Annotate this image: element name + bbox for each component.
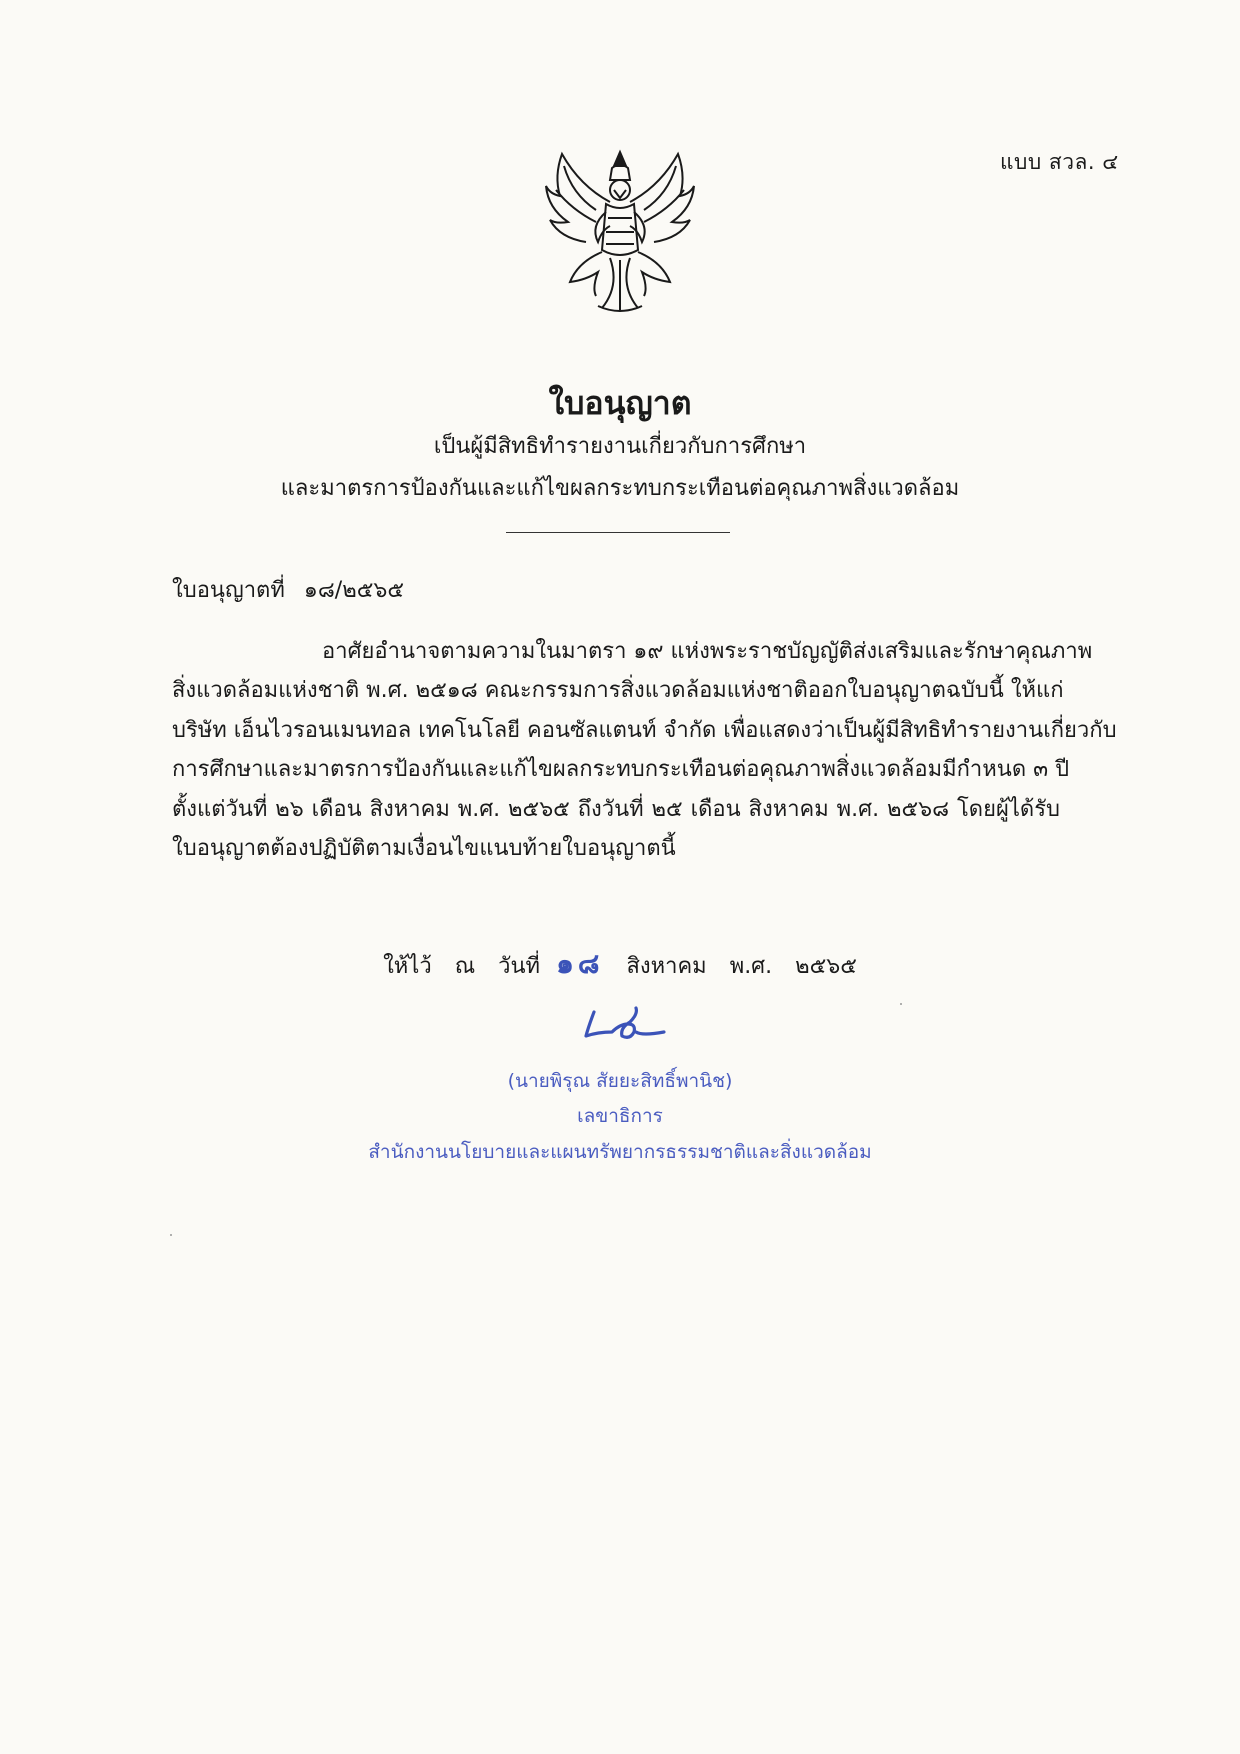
signature-icon [580, 1002, 670, 1048]
body-line: ใบอนุญาตต้องปฏิบัติตามเงื่อนไขแนบท้ายใบอนุญาตนี้ [172, 836, 676, 862]
given-prefix: ให้ไว้ [383, 954, 432, 979]
signatory-name: (นายพิรุณ สัยยะสิทธิ์พานิช) [507, 1070, 733, 1092]
title-divider [506, 532, 730, 533]
subtitle-line-2: และมาตรการป้องกันและแก้ไขผลกระทบกระเทือนต่อคุณภาพสิ่งแวดล้อม [280, 476, 960, 501]
subtitle-line-1: เป็นผู้มีสิทธิทำรายงานเกี่ยวกับการศึกษา [433, 434, 807, 459]
paper-speck [900, 1003, 902, 1005]
body-line: ตั้งแต่วันที่ ๒๖ เดือน สิงหาคม พ.ศ. ๒๕๖๕ ถึงวันที่ ๒๕ เดือน สิงหาคม พ.ศ. ๒๕๖๘ โดยผู้ได้รับ [172, 796, 1060, 822]
given-at: ณ [454, 954, 476, 979]
issue-year: ๒๕๖๕ [795, 954, 857, 979]
issue-day: ๑๘ [556, 947, 604, 980]
issue-era: พ.ศ. [729, 954, 773, 979]
body-line: สิ่งแวดล้อมแห่งชาติ พ.ศ. ๒๕๑๘ คณะกรรมการสิ่งแวดล้อมแห่งชาติออกใบอนุญาตฉบับนี้ ให้แก่ [172, 678, 1064, 704]
issue-month: สิงหาคม [626, 954, 707, 979]
license-body [172, 632, 1117, 868]
license-number-label: ใบอนุญาตที่ [172, 578, 285, 603]
body-line: บริษัท เอ็นไวรอนเมนทอล เทคโนโลยี คอนซัลแตนท์ จำกัด เพื่อแสดงว่าเป็นผู้มีสิทธิทำรายงานเกี่ยวกับ [172, 717, 1117, 743]
day-label: วันที่ [498, 954, 541, 979]
license-number-line [172, 572, 404, 607]
paper-speck [170, 1234, 172, 1236]
signatory-position: เลขาธิการ [577, 1105, 663, 1127]
issue-date-line [0, 942, 1240, 986]
body-line: การศึกษาและมาตรการป้องกันและแก้ไขผลกระทบกระเทือนต่อคุณภาพสิ่งแวดล้อมมีกำหนด ๓ ปี [172, 757, 1070, 783]
document-title: ใบอนุญาต [548, 384, 692, 422]
garuda-emblem-icon [540, 146, 700, 316]
license-number: ๑๘/๒๕๖๕ [303, 578, 404, 603]
form-code: แบบ สวล. ๔ [1000, 150, 1119, 174]
body-line: อาศัยอำนาจตามความในมาตรา ๑๙ แห่งพระราชบัญญัติส่งเสริมและรักษาคุณภาพ [322, 639, 1093, 664]
signatory-organization: สำนักงานนโยบายและแผนทรัพยากรธรรมชาติและสิ่งแวดล้อม [368, 1141, 872, 1163]
